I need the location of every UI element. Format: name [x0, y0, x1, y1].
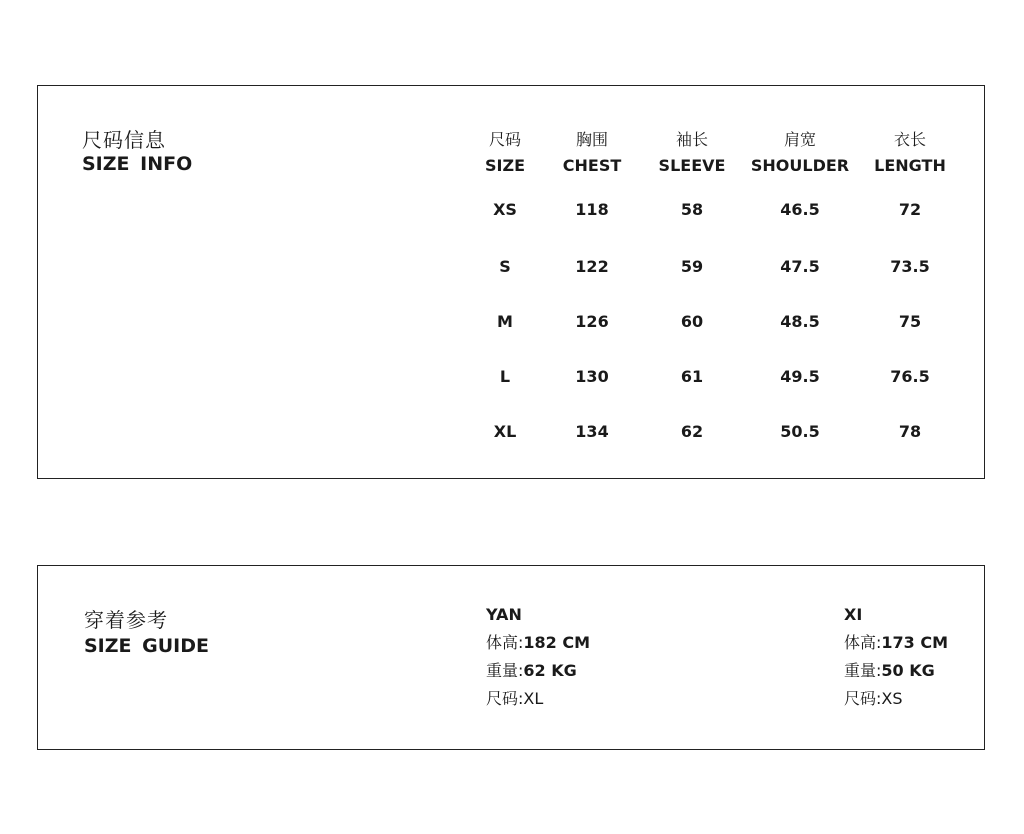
- model-card-xi: [844, 601, 948, 713]
- cell-chest: 134: [575, 422, 609, 441]
- cell-length: 72: [898, 200, 922, 219]
- model-weight-value: 50 KG: [881, 661, 935, 680]
- cell-chest: 130: [575, 367, 609, 386]
- header-length-en: LENGTH: [874, 156, 946, 175]
- model-name: YAN: [486, 605, 522, 624]
- model-height: [486, 629, 590, 657]
- cell-size: L: [499, 367, 511, 386]
- cell-sleeve: 58: [680, 200, 704, 219]
- model-size-label: 尺码:: [844, 689, 882, 708]
- model-height-value: 173 CM: [881, 633, 949, 652]
- cell-length: 73.5: [890, 257, 930, 276]
- size-guide-title-en: SIZE GUIDE: [84, 635, 209, 657]
- model-weight-label: 重量:: [844, 661, 882, 680]
- header-chest-en: CHEST: [562, 156, 622, 175]
- cell-length: 78: [898, 422, 922, 441]
- header-sleeve-cn: 袖长: [675, 130, 709, 149]
- header-length-cn: 衣长: [893, 130, 927, 149]
- cell-sleeve: 62: [680, 422, 704, 441]
- size-info-title-cn: 尺码信息: [82, 128, 166, 152]
- cell-size: M: [497, 312, 513, 331]
- cell-chest: 122: [575, 257, 609, 276]
- header-shoulder-cn: 肩宽: [783, 130, 817, 149]
- model-height-label: 体高:: [844, 633, 882, 652]
- model-weight: [844, 657, 948, 685]
- cell-size: S: [499, 257, 511, 276]
- cell-shoulder: 46.5: [780, 200, 820, 219]
- model-height: [844, 629, 948, 657]
- cell-sleeve: 59: [680, 257, 704, 276]
- cell-sleeve: 60: [680, 312, 704, 331]
- cell-length: 75: [898, 312, 922, 331]
- cell-size: XS: [493, 200, 517, 219]
- cell-shoulder: 48.5: [780, 312, 820, 331]
- cell-sleeve: 61: [680, 367, 704, 386]
- model-size-value: XS: [881, 689, 903, 708]
- header-size-en: SIZE: [484, 156, 526, 175]
- model-weight-label: 重量:: [486, 661, 524, 680]
- cell-chest: 126: [575, 312, 609, 331]
- model-weight: [486, 657, 590, 685]
- cell-length: 76.5: [890, 367, 930, 386]
- model-size-label: 尺码:: [486, 689, 524, 708]
- cell-shoulder: 47.5: [780, 257, 820, 276]
- cell-size: XL: [493, 422, 517, 441]
- model-size: [486, 685, 590, 713]
- header-shoulder-en: SHOULDER: [750, 156, 850, 175]
- cell-shoulder: 50.5: [780, 422, 820, 441]
- header-size-cn: 尺码: [488, 130, 522, 149]
- model-size: [844, 685, 948, 713]
- model-card-yan: [486, 601, 590, 713]
- size-info-title-en: SIZE INFO: [82, 153, 193, 175]
- model-weight-value: 62 KG: [523, 661, 577, 680]
- size-guide-title-cn: 穿着参考: [84, 608, 168, 632]
- header-sleeve-en: SLEEVE: [658, 156, 726, 175]
- cell-chest: 118: [575, 200, 609, 219]
- model-height-label: 体高:: [486, 633, 524, 652]
- header-chest-cn: 胸围: [575, 130, 609, 149]
- cell-shoulder: 49.5: [780, 367, 820, 386]
- size-guide-panel: [37, 565, 985, 750]
- size-info-panel: [37, 85, 985, 479]
- model-size-value: XL: [523, 689, 544, 708]
- model-height-value: 182 CM: [523, 633, 591, 652]
- model-name: XI: [844, 605, 863, 624]
